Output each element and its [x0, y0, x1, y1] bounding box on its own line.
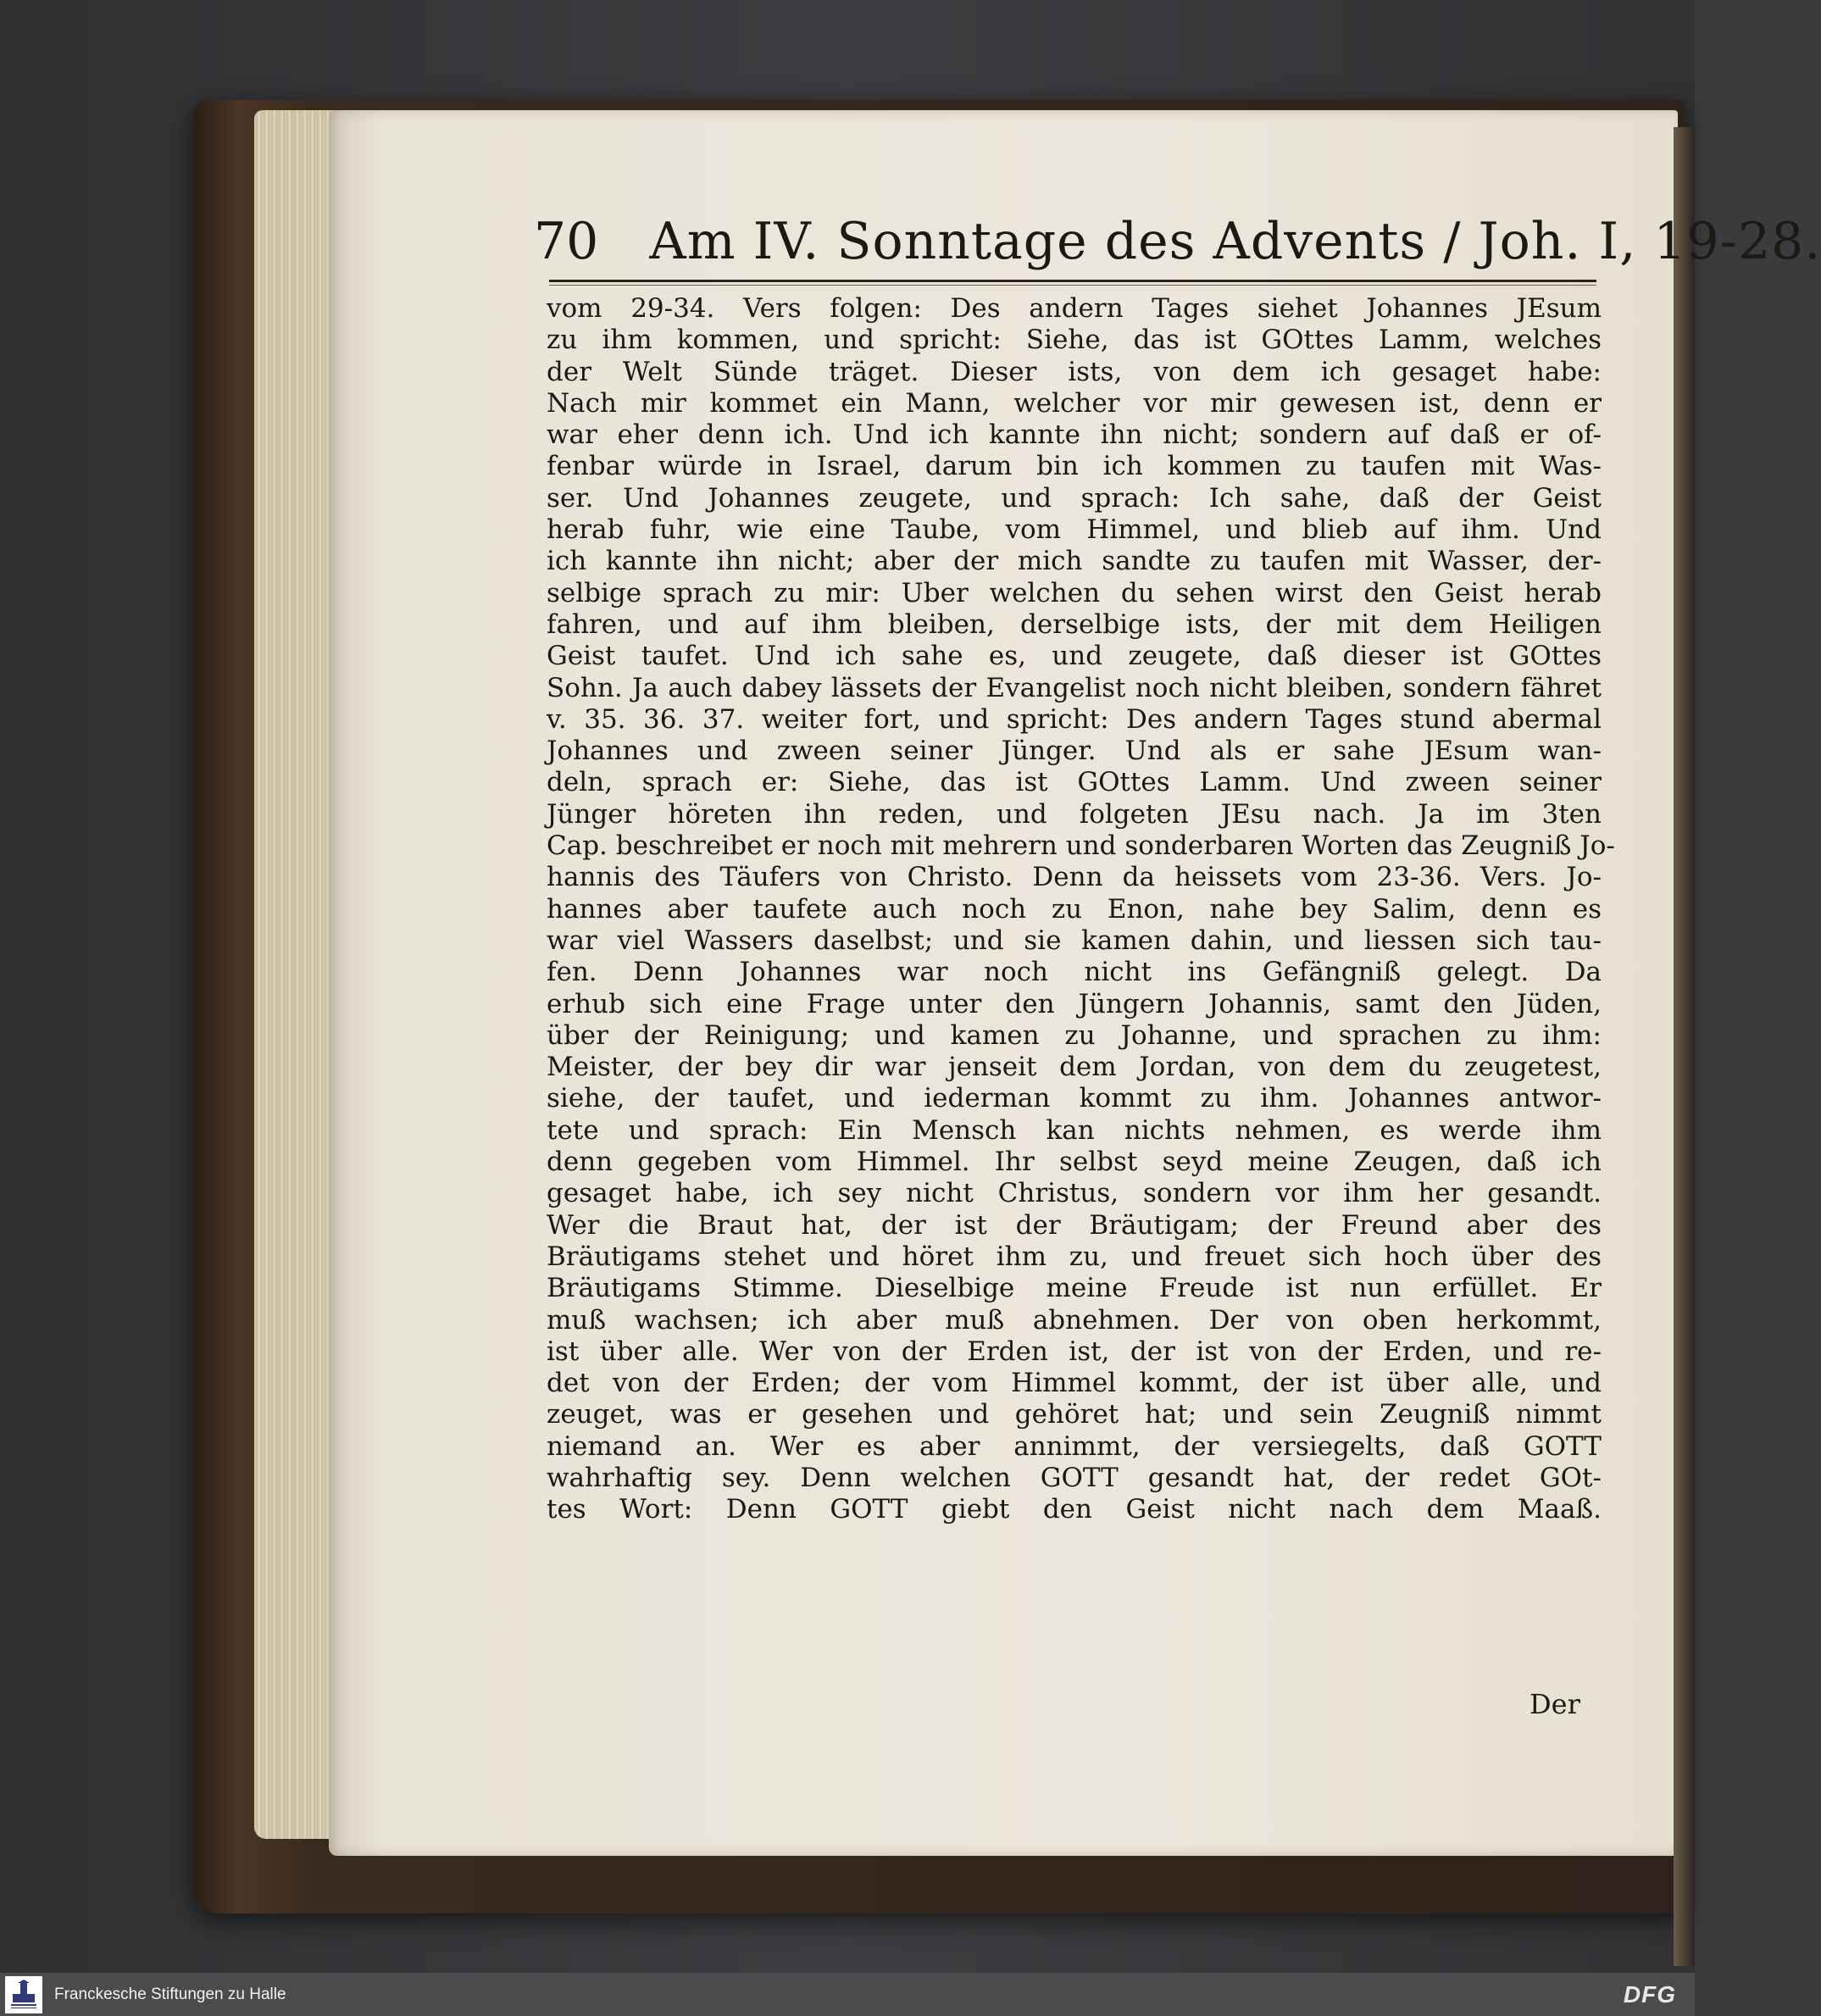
text-line: Nach mir kommet ein Mann, welcher vor mir gewesen ist, denn er — [547, 387, 1602, 419]
page-number: 70 — [534, 212, 599, 271]
text-line: war viel Wassers daselbst; und sie kamen dahin, und liessen sich tau- — [547, 925, 1602, 956]
text-line: niemand an. Wer es aber annimmt, der versiegelts, daß GOTT — [547, 1430, 1602, 1462]
text-line: denn gegeben vom Himmel. Ihr selbst seyd meine Zeugen, daß ich — [547, 1147, 1602, 1178]
dfg-logo[interactable]: DFG — [1623, 1981, 1676, 2008]
institution-name[interactable]: Franckesche Stiftungen zu Halle — [54, 1985, 286, 2003]
catchword: Der — [1530, 1688, 1580, 1720]
text-line: Sohn. Ja auch dabey lässets der Evangelist noch nicht bleiben, sondern fähret — [547, 672, 1602, 703]
text-line: war eher denn ich. Und ich kannte ihn nicht; sondern auf daß er of- — [547, 419, 1602, 451]
text-line: ser. Und Johannes zeugete, und sprach: Ich sahe, daß der Geist — [547, 482, 1602, 514]
header-rule-thin — [549, 285, 1596, 286]
text-line: Jünger höreten ihn reden, und folgeten JEsu nach. Ja im 3ten — [547, 798, 1602, 830]
text-line: fen. Denn Johannes war noch nicht ins Gefängniß gelegt. Da — [547, 957, 1602, 988]
text-line: erhub sich eine Frage unter den Jüngern Johannis, samt den Jüden, — [547, 988, 1602, 1019]
text-line: Meister, der bey dir war jenseit dem Jordan, von dem du zeugetest, — [547, 1052, 1602, 1083]
text-line: vom 29-34. Vers folgen: Des andern Tages siehet Johannes JEsum — [547, 293, 1602, 324]
page-header — [534, 212, 1821, 288]
text-line: über der Reinigung; und kamen zu Johanne, und sprachen zu ihm: — [547, 1019, 1602, 1051]
text-line: gesaget habe, ich sey nicht Christus, sondern vor ihm her gesandt. — [547, 1178, 1602, 1209]
text-line: Bräutigams stehet und höret ihm zu, und freuet sich hoch über des — [547, 1241, 1602, 1272]
text-line: zeuget, was er gesehen und gehöret hat; und sein Zeugniß nimmt — [547, 1399, 1602, 1430]
text-line: Johannes und zween seiner Jünger. Und als er sahe JEsum wan- — [547, 736, 1602, 767]
francke-logo-icon — [9, 1980, 38, 2010]
running-title: Am IV. Sonntage des Advents / Joh. I, 19-28. — [649, 212, 1821, 271]
text-line: der Welt Sünde träget. Dieser ists, von dem ich gesaget habe: — [547, 356, 1602, 387]
header-rule — [549, 280, 1596, 282]
text-line: tete und sprach: Ein Mensch kan nichts nehmen, es werde ihm — [547, 1114, 1602, 1146]
text-line: deln, sprach er: Siehe, das ist GOttes Lamm. Und zween seiner — [547, 767, 1602, 798]
text-line: Geist taufet. Und ich sahe es, und zeugete, daß dieser ist GOttes — [547, 641, 1602, 672]
text-line: ich kannte ihn nicht; aber der mich sandte zu taufen mit Wasser, der- — [547, 546, 1602, 577]
text-line: det von der Erden; der vom Himmel kommt, der ist über alle, und — [547, 1368, 1602, 1399]
text-line: fenbar würde in Israel, darum bin ich kommen zu taufen mit Was- — [547, 451, 1602, 482]
institution-logo[interactable] — [5, 1976, 42, 2013]
body-text — [547, 293, 1615, 1526]
text-line: tes Wort: Denn GOTT giebt den Geist nicht nach dem Maaß. — [547, 1494, 1602, 1525]
footer-bar — [0, 1973, 1695, 2016]
text-line: wahrhaftig sey. Denn welchen GOTT gesandt hat, der redet GOt- — [547, 1462, 1602, 1493]
text-line: Cap. beschreibet er noch mit mehrern und sonderbaren Worten das Zeugniß Jo- — [547, 830, 1615, 862]
text-line: siehe, der taufet, und iederman kommt zu ihm. Johannes antwor- — [547, 1083, 1602, 1114]
text-line: muß wachsen; ich aber muß abnehmen. Der von oben herkommt, — [547, 1304, 1602, 1336]
text-line: hannis des Täufers von Christo. Denn da heissets vom 23-36. Vers. Jo- — [547, 862, 1602, 893]
text-line: zu ihm kommen, und spricht: Siehe, das ist GOttes Lamm, welches — [547, 325, 1602, 356]
text-line: Bräutigams Stimme. Dieselbige meine Freude ist nun erfüllet. Er — [547, 1273, 1602, 1304]
adjacent-page-shadow — [1674, 127, 1695, 1966]
text-line: v. 35. 36. 37. weiter fort, und spricht: Des andern Tages stund abermal — [547, 703, 1602, 735]
text-line: ist über alle. Wer von der Erden ist, der ist von der Erden, und re- — [547, 1336, 1602, 1367]
text-line: hannes aber taufete auch noch zu Enon, nahe bey Salim, denn es — [547, 893, 1602, 925]
text-line: fahren, und auf ihm bleiben, derselbige ists, der mit dem Heiligen — [547, 608, 1602, 640]
text-line: selbige sprach zu mir: Uber welchen du sehen wirst den Geist herab — [547, 577, 1602, 608]
text-line: herab fuhr, wie eine Taube, vom Himmel, und blieb auf ihm. Und — [547, 514, 1602, 546]
text-line: Wer die Braut hat, der ist der Bräutigam; der Freund aber des — [547, 1209, 1602, 1241]
